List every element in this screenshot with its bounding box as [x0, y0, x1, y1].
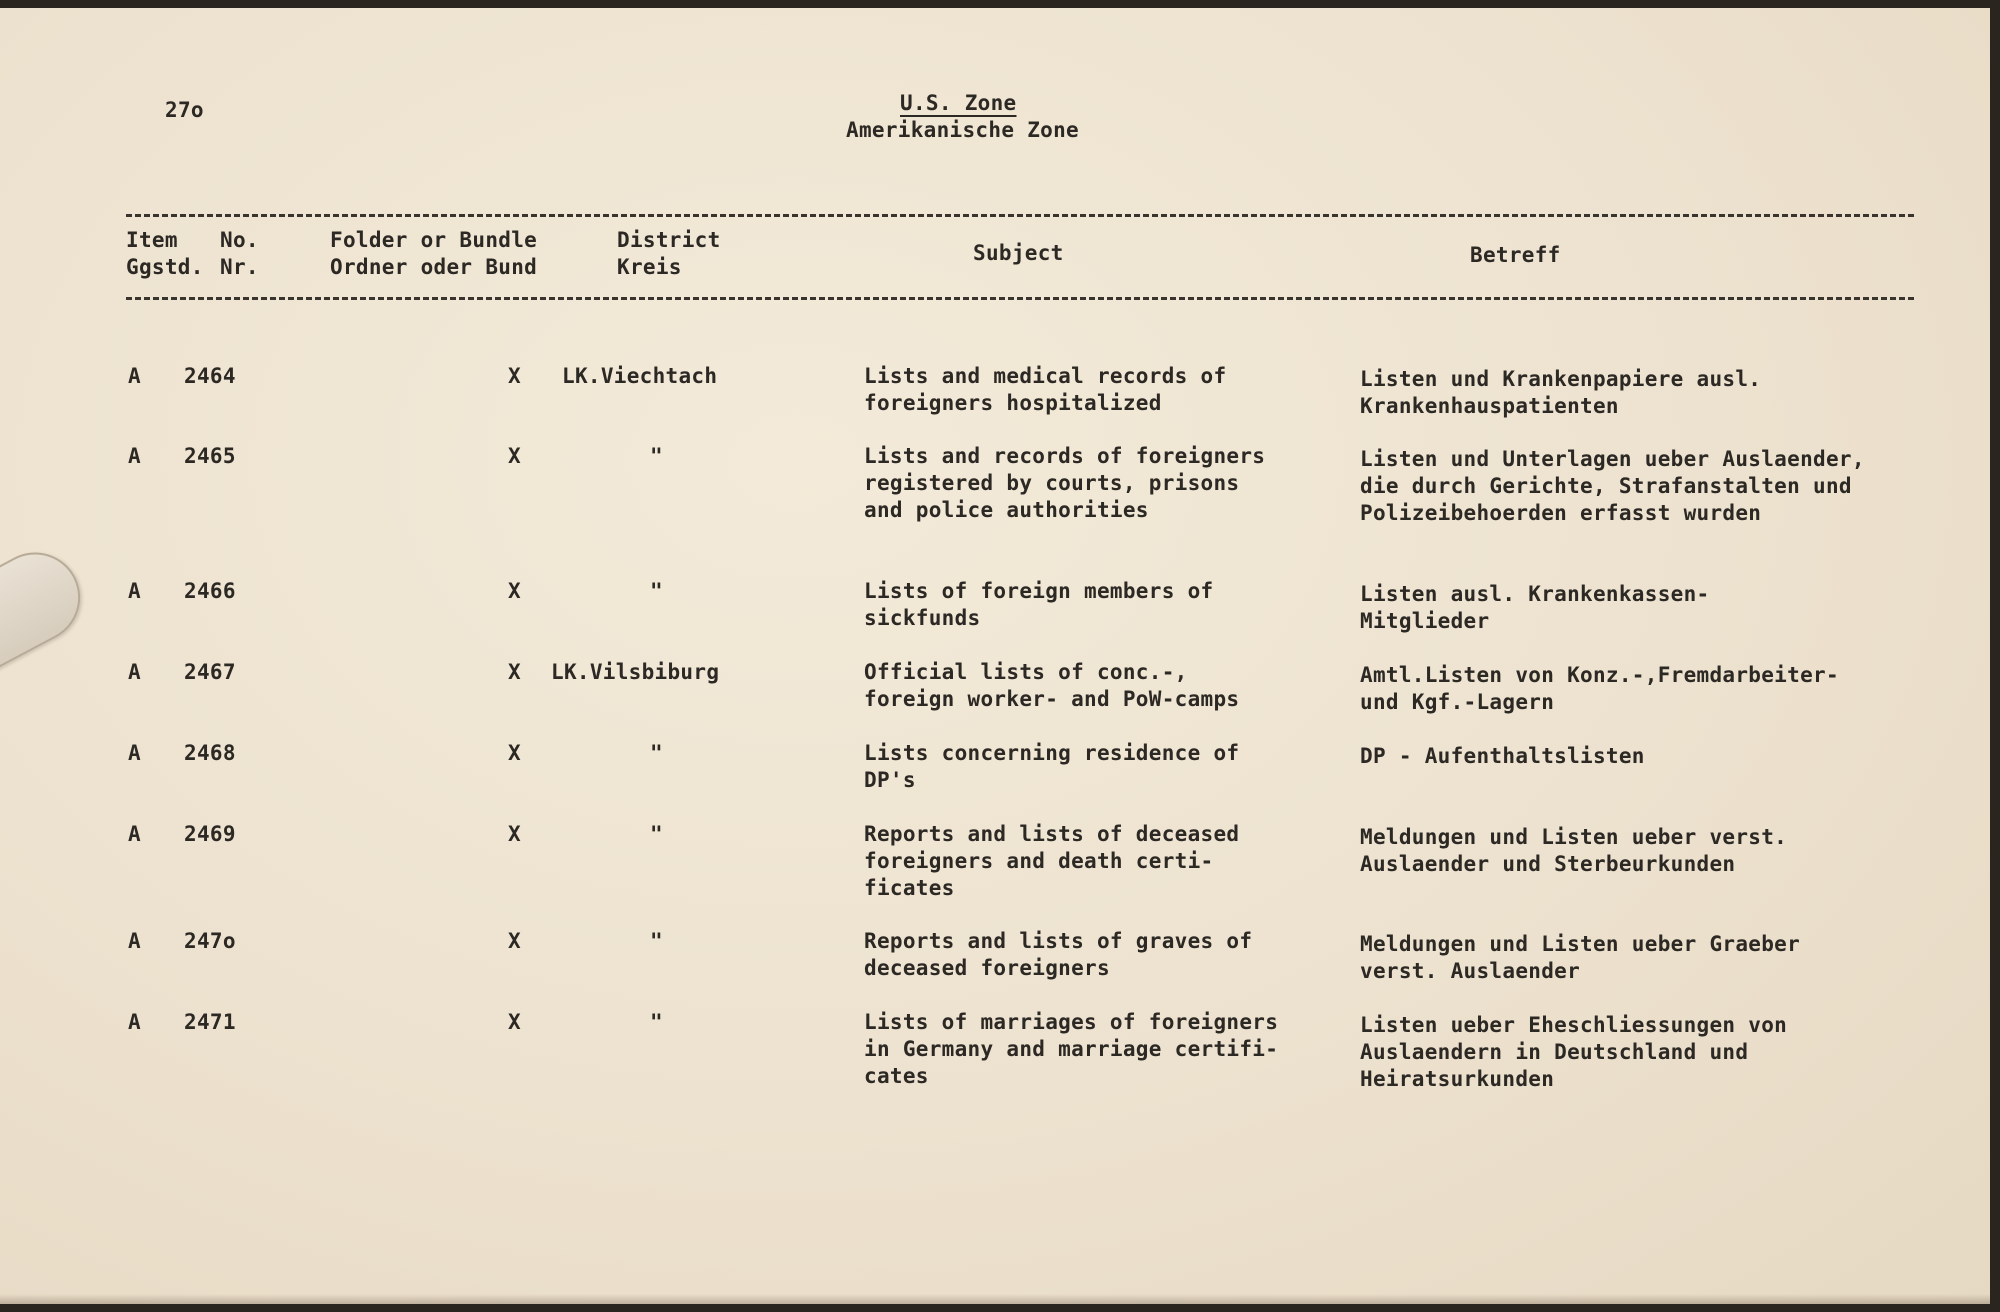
betreff-line: Auslaendern in Deutschland und: [1360, 1040, 1749, 1064]
folder-mark: X: [508, 1010, 521, 1034]
subject-line: Reports and lists of deceased: [864, 822, 1240, 846]
folder-mark: X: [508, 822, 521, 846]
subject-line: ficates: [864, 876, 955, 900]
item-code: A: [128, 444, 141, 468]
district: LK.Vilsbiburg: [551, 660, 720, 684]
item-code: A: [128, 1010, 141, 1034]
district: ": [650, 741, 663, 765]
item-code: A: [128, 741, 141, 765]
subject-line: cates: [864, 1064, 929, 1088]
betreff-line: Listen ueber Eheschliessungen von: [1360, 1013, 1788, 1037]
folder-mark: X: [508, 929, 521, 953]
folder-mark: X: [508, 444, 521, 468]
item-code: A: [128, 364, 141, 388]
item-number: 2466: [184, 579, 236, 603]
betreff-line: Listen und Unterlagen ueber Auslaender,: [1360, 447, 1865, 471]
item-number: 247o: [184, 929, 236, 953]
subject-line: Lists of marriages of foreigners: [864, 1010, 1279, 1034]
page-edge-shadow: [0, 1294, 1990, 1304]
district: ": [650, 444, 663, 468]
subject-line: foreign worker- and PoW-camps: [864, 687, 1240, 711]
header-item-top: Item: [126, 228, 178, 252]
header-folder-top: Folder or Bundle: [330, 228, 538, 252]
betreff-line: Mitglieder: [1360, 609, 1490, 633]
district: ": [650, 929, 663, 953]
betreff-line: Amtl.Listen von Konz.-,Fremdarbeiter-: [1360, 663, 1839, 687]
item-number: 2465: [184, 444, 236, 468]
file-tab-edge: [0, 537, 96, 674]
betreff-line: Krankenhauspatienten: [1360, 394, 1619, 418]
subject-line: Lists concerning residence of: [864, 741, 1240, 765]
zone-title: U.S. Zone: [900, 91, 1017, 115]
header-betreff: Betreff: [1470, 243, 1561, 267]
document-page: [0, 8, 1990, 1304]
subject-line: sickfunds: [864, 606, 981, 630]
betreff-line: Polizeibehoerden erfasst wurden: [1360, 501, 1762, 525]
betreff-line: Meldungen und Listen ueber verst.: [1360, 825, 1788, 849]
betreff-line: Auslaender und Sterbeurkunden: [1360, 852, 1736, 876]
betreff-line: Listen und Krankenpapiere ausl.: [1360, 367, 1762, 391]
header-folder-bottom: Ordner oder Bund: [330, 255, 538, 279]
header-top-rule: [126, 214, 1914, 217]
district: LK.Viechtach: [562, 364, 718, 388]
subject-line: foreigners hospitalized: [864, 391, 1162, 415]
betreff-line: verst. Auslaender: [1360, 959, 1581, 983]
item-code: A: [128, 822, 141, 846]
betreff-line: und Kgf.-Lagern: [1360, 690, 1555, 714]
header-no-bottom: Nr.: [220, 255, 259, 279]
subject-line: Lists and records of foreigners: [864, 444, 1266, 468]
subject-line: registered by courts, prisons: [864, 471, 1240, 495]
betreff-line: DP - Aufenthaltslisten: [1360, 744, 1645, 768]
betreff-line: Listen ausl. Krankenkassen-: [1360, 582, 1710, 606]
item-number: 2469: [184, 822, 236, 846]
subject-line: Lists of foreign members of: [864, 579, 1214, 603]
header-item-bottom: Ggstd.: [126, 255, 204, 279]
folder-mark: X: [508, 660, 521, 684]
item-code: A: [128, 929, 141, 953]
header-district-bottom: Kreis: [617, 255, 682, 279]
header-no-top: No.: [220, 228, 259, 252]
item-code: A: [128, 660, 141, 684]
header-subject: Subject: [973, 241, 1064, 265]
district: ": [650, 579, 663, 603]
item-code: A: [128, 579, 141, 603]
subject-line: in Germany and marriage certifi-: [864, 1037, 1279, 1061]
header-district-top: District: [617, 228, 721, 252]
item-number: 2467: [184, 660, 236, 684]
subject-line: Reports and lists of graves of: [864, 929, 1253, 953]
page-number: 27o: [165, 98, 204, 122]
item-number: 2471: [184, 1010, 236, 1034]
item-number: 2468: [184, 741, 236, 765]
zone-subtitle: Amerikanische Zone: [846, 118, 1079, 142]
district: ": [650, 822, 663, 846]
subject-line: DP's: [864, 768, 916, 792]
item-number: 2464: [184, 364, 236, 388]
subject-line: Official lists of conc.-,: [864, 660, 1188, 684]
betreff-line: Heiratsurkunden: [1360, 1067, 1555, 1091]
betreff-line: Meldungen und Listen ueber Graeber: [1360, 932, 1801, 956]
betreff-line: die durch Gerichte, Strafanstalten und: [1360, 474, 1852, 498]
district: ": [650, 1010, 663, 1034]
subject-line: deceased foreigners: [864, 956, 1110, 980]
folder-mark: X: [508, 364, 521, 388]
subject-line: Lists and medical records of: [864, 364, 1227, 388]
folder-mark: X: [508, 579, 521, 603]
subject-line: and police authorities: [864, 498, 1149, 522]
folder-mark: X: [508, 741, 521, 765]
subject-line: foreigners and death certi-: [864, 849, 1214, 873]
header-bottom-rule: [126, 297, 1914, 300]
